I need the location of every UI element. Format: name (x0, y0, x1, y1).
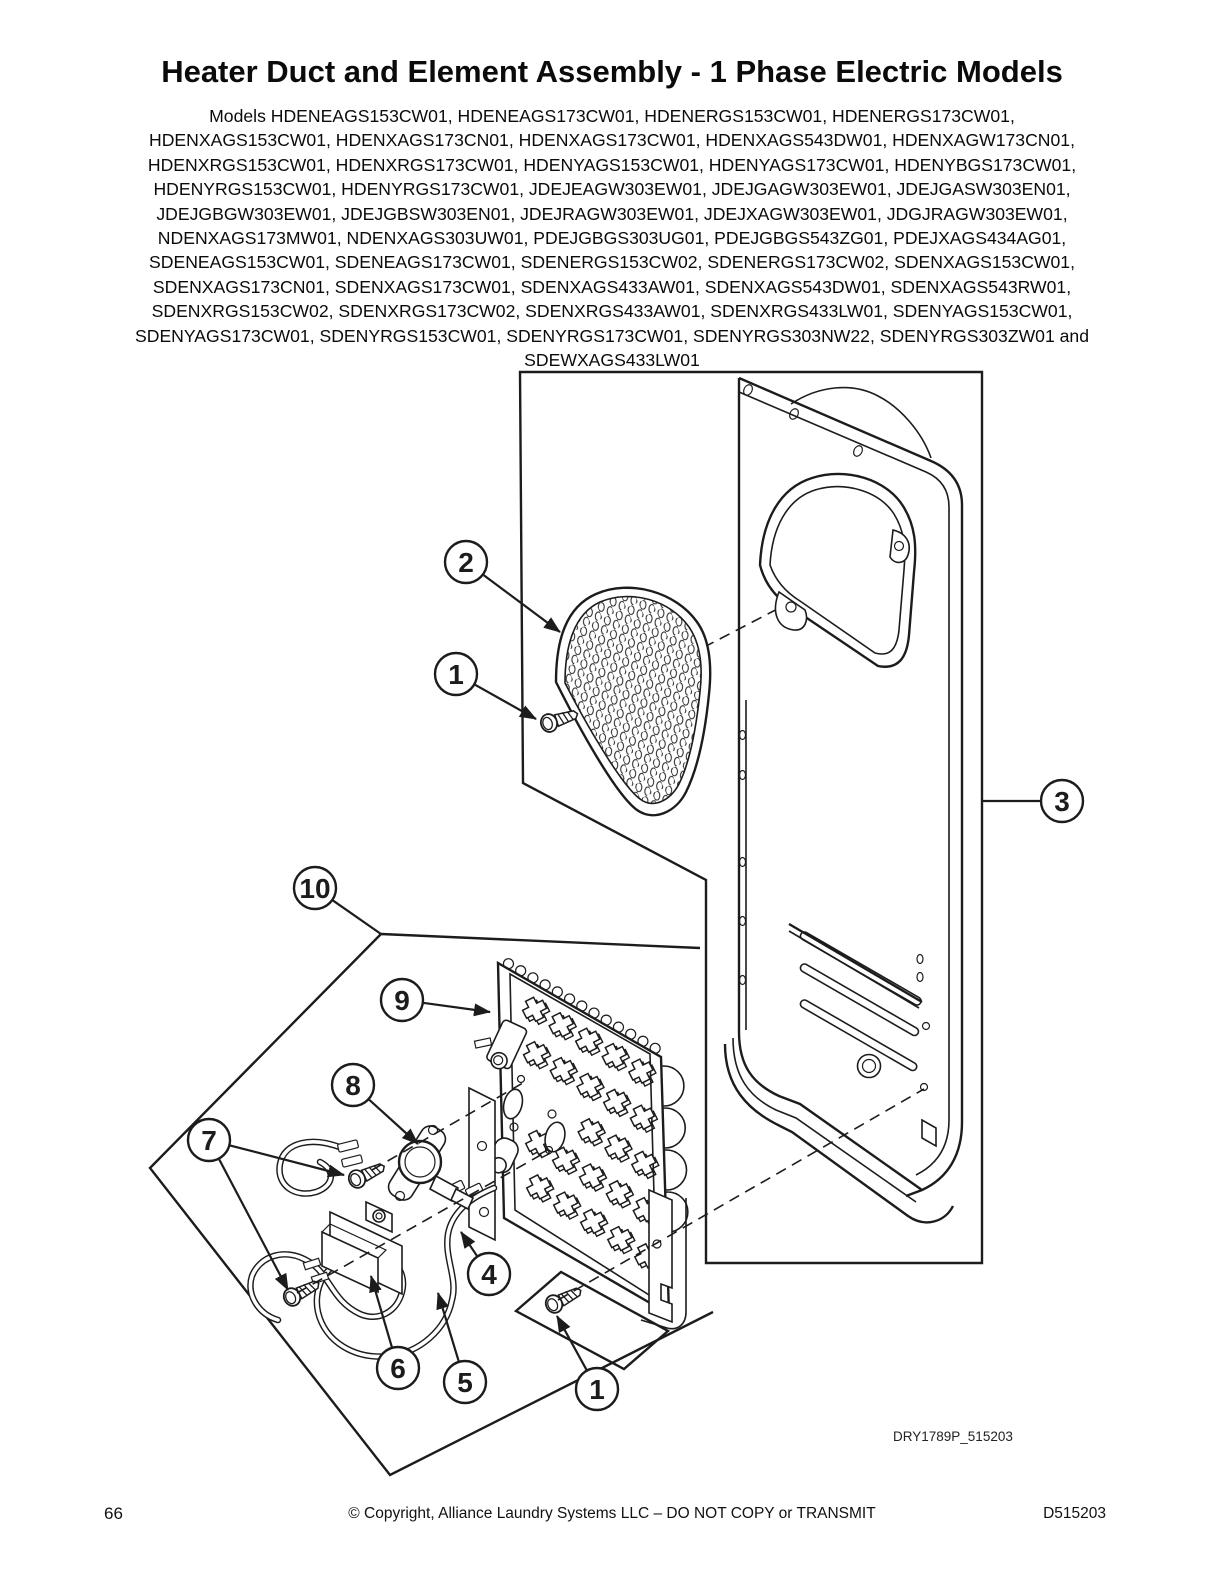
page-footer (0, 1502, 1224, 1532)
callout-leader (461, 1232, 477, 1256)
callout-number: 10 (299, 873, 331, 904)
callout-leader (369, 1100, 418, 1144)
callout-number: 7 (201, 1125, 217, 1156)
model-line: NDENXAGS173MW01, NDENXAGS303UW01, PDEJGBGS303UG01, PDEJGBGS543ZG01, PDEJXAGS434AG01, (157, 228, 1067, 249)
callout-9 (381, 979, 490, 1021)
callout-number: 4 (481, 1259, 497, 1290)
callout-2 (445, 541, 560, 632)
model-line: SDENYAGS173CW01, SDENYRGS153CW01, SDENYRGS173CW01, SDENYRGS303NW22, SDENYRGS303ZW01 and (135, 325, 1089, 346)
model-line: SDEWXAGS433LW01 (524, 350, 700, 371)
heater-duct (725, 378, 962, 1222)
callout-3 (982, 780, 1083, 822)
callout-1 (557, 1316, 618, 1410)
high-limit-thermostat (385, 1122, 473, 1209)
callout-leader (424, 1003, 490, 1012)
callout-number: 1 (448, 659, 464, 690)
page-number: 66 (104, 1504, 123, 1523)
figure-ref: DRY1789P_515203 (893, 1429, 1013, 1444)
doc-number: D515203 (1043, 1505, 1106, 1522)
model-line: HDENYRGS153CW01, HDENYRGS173CW01, JDEJEAGW303EW01, JDEJGAGW303EW01, JDEJGASW303EN01, (153, 179, 1071, 200)
model-line: JDEJGBGW303EW01, JDEJGBSW303EN01, JDEJRAGW303EW01, JDEJXAGW303EW01, JDGJRAGW303EW01, (156, 203, 1068, 224)
inlet-tab (775, 592, 806, 630)
copyright-text: © Copyright, Alliance Laundry Systems LLC – DO NOT COPY or TRANSMIT (348, 1505, 876, 1522)
duct-ribs (799, 931, 923, 1072)
callout-number: 5 (457, 1367, 473, 1398)
callout-5 (438, 1293, 486, 1403)
inlet-tab (890, 530, 909, 562)
callout-4 (461, 1232, 510, 1295)
callout-8 (332, 1064, 418, 1144)
callout-1 (435, 653, 536, 719)
model-line: HDENXAGS153CW01, HDENXAGS173CN01, HDENXAGS173CW01, HDENXAGS543DW01, HDENXAGW173CN01, (149, 130, 1075, 151)
callout-leader (475, 685, 536, 719)
callout-number: 9 (394, 985, 410, 1016)
callout-number: 3 (1054, 786, 1070, 817)
model-line: SDENXAGS173CN01, SDENXAGS173CW01, SDENXAGS433AW01, SDENXAGS543DW01, SDENXAGS543RW01, (152, 276, 1072, 297)
callout-leader (557, 1316, 586, 1370)
callout-leader (333, 901, 381, 934)
callout-number: 8 (345, 1070, 361, 1101)
model-line: Models HDENEAGS153CW01, HDENEAGS173CW01, HDENERGS153CW01, HDENERGS173CW01, (209, 106, 1015, 126)
callout-number: 6 (390, 1353, 406, 1384)
model-line: SDENXRGS153CW02, SDENXRGS173CW02, SDENXRGS433AW01, SDENXRGS433LW01, SDENYAGS153CW01, (151, 301, 1073, 322)
callout-10 (294, 867, 381, 934)
callout-number: 1 (589, 1374, 605, 1405)
callout-number: 2 (458, 547, 474, 578)
model-line: SDENEAGS153CW01, SDENEAGS173CW01, SDENERGS153CW02, SDENERGS173CW02, SDENXAGS153CW01, (149, 252, 1075, 273)
perforated-screen (556, 588, 710, 815)
page-title: Heater Duct and Element Assembly - 1 Phase Electric Models (161, 54, 1063, 89)
model-line: HDENXRGS153CW01, HDENXRGS173CW01, HDENYAGS153CW01, HDENYAGS173CW01, HDENYBGS173CW01, (147, 154, 1077, 175)
